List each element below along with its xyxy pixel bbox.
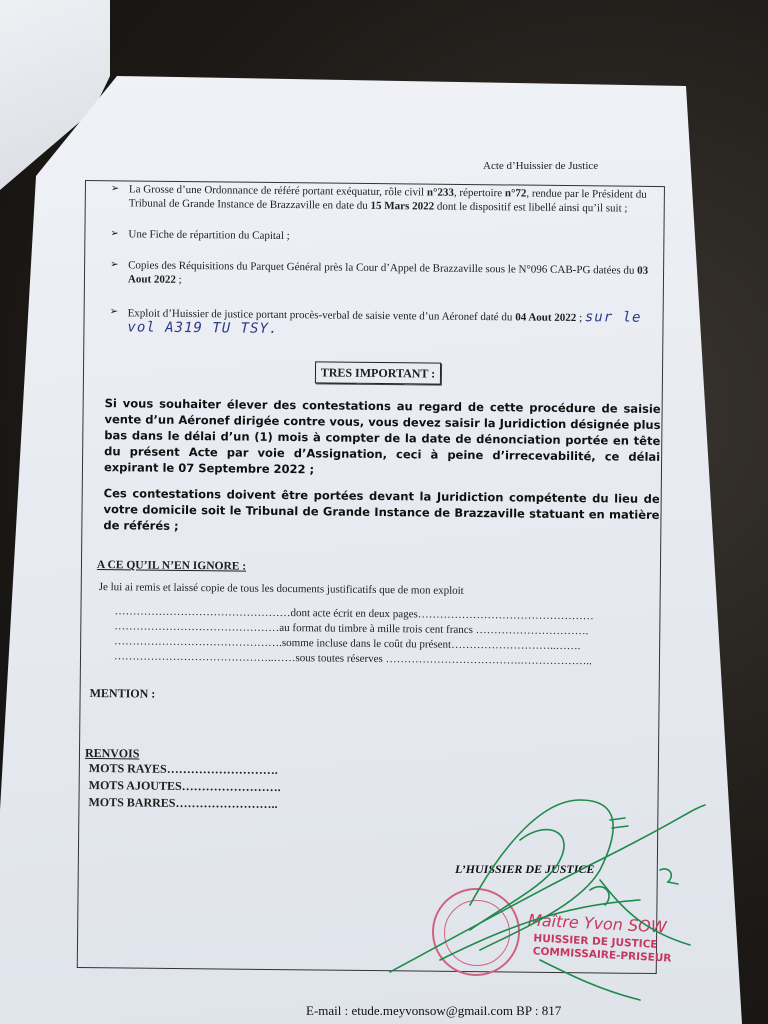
mots-barres: MOTS BARRES…………………….. [88,794,278,811]
juridiction-paragraph: Ces contestations doivent être portées devant la Juridiction compétente du lieu de votre domicile soit le Tribunal de Grande Instance de Brazzaville statuant en matière de référés ; [103,486,660,533]
mots-rayes: MOTS RAYES………………………. [88,760,278,777]
renvois-heading: RENVOIS [84,745,140,761]
arrow-bullet-icon: ➢ [110,228,119,240]
arrow-bullet-icon: ➢ [110,183,120,195]
dotted-line: ……………………………………….somme incluse dans le coût du présent………………………..……. [114,635,581,653]
bullet-item-requisitions: ➢ Copies des Réquisitions du Parquet Général près la Cour d’Appel de Brazzaville sous le N°096 CAB-PG datées du 03 Aout 2022 ; [110,259,649,286]
document-header: Acte d’Huissier de Justice [483,160,599,172]
arrow-bullet-icon: ➢ [110,259,119,271]
contestation-paragraph: Si vous souhaiter élever des contestations au regard de cette procédure de saisie vente d’un Aéronef dirigée contre vous, vous devez saisir la Juridiction désignée plus bas dans le délai d’un (1) mois à compter de la date de dénonciation portée en tête du présent Acte par voie d’Assignation, ceci à peine d’irrecevabilité, ce délai expirant le 07 Septembre 2022 ; [103,396,661,477]
ignore-heading: A CE QU’IL N’EN IGNORE : [96,559,247,573]
stamp-name: Maître Yvon SOW [527,910,668,937]
handwritten-note: sur le vol A319 TU TSY. [127,309,642,337]
bullet-item-exploit: ➢ Exploit d’Huissier de justice portant procès-verbal de saisie vente d’un Aéronef daté du 04 Aout 2022 ; sur le vol A319 TU TSY. [109,306,642,337]
footer-contact: E-mail : etude.meyvonsow@gmail.com BP : 817 [306,1003,562,1018]
dotted-line: …………………………………………dont acte écrit en deux pages………………………………………… [114,605,594,623]
remis-text: Je lui ai remis et laissé copie de tous les documents justificatifs que de mon exploit [98,581,464,597]
stamp-title: HUISSIER DE JUSTICE COMMISSAIRE-PRISEUR [532,932,672,965]
mention-label: MENTION : [89,685,156,701]
mots-ajoutes: MOTS AJOUTES……………………. [88,777,281,794]
bullet-item-ordonnance: ➢ La Grosse d’une Ordonnance de référé portant exéquatur, rôle civil n°233, répertoire n°72, rendue par le Président du Tribunal de Grande Instance de Brazzaville en date du 15 Mars 2022 dont le dispositif est libellé ainsi qu’il suit ; [110,183,647,215]
huissier-title: L’HUISSIER DE JUSTICE [455,862,595,876]
bullet-item-fiche: ➢ Une Fiche de répartition du Capital ; [110,228,290,243]
dotted-line: ………………………………………au format du timbre à mille trois cent francs …………………………. [114,620,589,638]
arrow-bullet-icon: ➢ [109,306,119,318]
dotted-line: ……………………………………..……sous toutes réserves ……………………………….……………….. [113,650,592,668]
important-heading: TRES IMPORTANT : [315,361,441,384]
